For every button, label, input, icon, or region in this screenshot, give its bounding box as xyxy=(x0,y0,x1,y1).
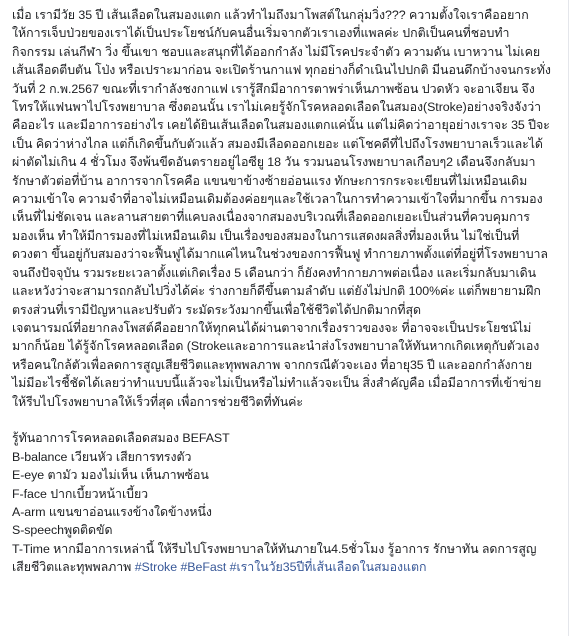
paragraph-spacer xyxy=(12,411,551,429)
post-paragraph-intention: เจตนารมณ์ที่อยากลงโพสต์คืออยากให้ทุกคนได้ผ่านตาจากเรื่องราวของจะ ที่อาจจะเป็นประโยชน์ไม่มากก็น้อย ได้รู้จักโรคหลอดเลือด (Strokeและอาการและนำส่งโรงพยาบาลให้ทันหากเกิดเหตุกับตัวเองหรือคนใกล้ตัวเพื่อลดการสูญเสียชีวิตและทุพพลภาพ จากกรณีตัวจะเอง ที่อายุ35 ปี และออกกำลังกาย ไม่มีอะไรชี้ชัดได้เลยว่าทำแบบนี้แล้วจะไม่เป็นหรือไม่ทำแล้วจะเป็น สิ่งสำคัญคือ เมื่อมีอาการที่เข้าข่าย ให้รีบไปโรงพยาบาลให้เร็วที่สุด เพื่อการช่วยชีวิตที่ทันค่ะ xyxy=(12,320,542,409)
post-body xyxy=(12,6,551,577)
befast-item-speech: S-speechพูดติดขัด xyxy=(12,523,113,538)
befast-item-time xyxy=(12,540,551,577)
post-paragraph-story: เมื่อ เรามีวัย 35 ปี เส้นเลือดในสมองแตก แล้วทำไมถึงมาโพสต์ในกลุ่มวิ่ง??? ความตั้งใจเราคืออยากให้การเจ็บป่วยของเราได้เป็นประโยชน์กับคนอื่นเริ่มจากตัวเราเองที่แพลค่ะ ปกติเป็นคนที่ชอบทำกิจกรรม เล่นกีฬา วิ่ง ขึ้นเขา ชอบและสนุกที่ได้ออกกำลัง ไม่มีโรคประจำตัว ความดัน เบาหวาน ไม่เคยเส้นเลือดตีบตัน โป่ง หรือเปราะมาก่อน จะเปิดร้านกาแฟ ทุกอย่างก็ดำเนินไปปกติ มีนอนดึกบ้างจนกระทั่งวันที่ 2 ก.พ.2567 ขณะที่เรากำลังชงกาแฟ เรารู้สึกมีอาการตาพร่าเห็นภาพซ้อน ปวดหัว จะอาเจียน จึงโทรให้แฟนพาไปโรงพยาบาล ซึ่งตอนนั้น เราไม่เคยรู้จักโรคหลอดเลือดในสมอง(Stroke)อย่างจริงจังว่าคืออะไร และมีอาการอย่างไร เคยได้ยินเส้นเลือดในสมองแตกแค่นั้น แต่ไม่คิดว่าอายุอย่างเราจะ 35 ปีจะเป็น คิดว่าห่างไกล แต่ก็เกิดขึ้นกับตัวแล้ว สมองมีเลือดออกเยอะ แต่โชคดีที่ไปถึงโรงพยาบาลเร็วและได้ผ่าตัดไม่เกิน 4 ชั่วโมง จึงพ้นขีดอันตรายอยู่ไอซียู 18 วัน รวมนอนโรงพยาบาลเกือบๆ2 เดือนจึงกลับมารักษาตัวต่อที่บ้าน อาการจากโรคคือ แขนขาข้างซ้ายอ่อนแรง ทักษะการกระจะเขียนที่ไม่เหมือนเดิม ความเข้าใจ ความจำที่อาจไม่เหมือนเดิมต้องค่อยๆและใช้เวลาในการทำความเข้าใจที่มากขึ้น การมองเห็นที่ไม่ชัดเจน และลานสายตาที่แคบลงเนื่องจากสมองบริเวณที่เลือดออกเยอะเป็นส่วนที่ควบคุมการมองเห็น ทำให้มีการมองที่ไม่เหมือนเดิม เป็นเรื่องของสมองในการแสดงผลสิ่งที่มองเห็น ไม่ใช่เป็นที่ดวงตา ขึ้นอยู่กับสมองว่าจะฟื้นฟูได้มากแค่ไหนในช่วงของการฟื้นฟู ทำกายภาพตั้งแต่ที่อยู่ที่โรงพยาบาลจนถึงปัจจุบัน รวมระยะเวลาตั้งแต่เกิดเรื่อง 5 เดือนกว่า ก็ยังคงทำกายภาพต่อเนื่อง และเริ่มกลับมาเดิน และหวังว่าจะสามารถกลับไปวิ่งได้ค่ะ ร่างกายก็ดีขึ้นตามลำดับ แต่ยังไม่ปกติ 100%ค่ะ แต่ก็พยายามฝึกตรงส่วนที่เรามีปัญหาและปรับตัว ระมัดระวังมากขึ้นเพื่อใช้ชีวิตได้ปกติมากที่สุด xyxy=(12,8,551,317)
befast-item-arm: A-arm แขนขาอ่อนแรงข้างใดข้างหนึ่ง xyxy=(12,504,212,519)
befast-item-time-text: T-Time หากมีอาการเหล่านี้ ให้รีบไปโรงพยาบาลให้ทันภายใน4.5ชั่วโมง รู้อาการ รักษาทัน ลดการสูญเสียชีวิตและทุพพลภาพ xyxy=(12,541,537,575)
hashtag-story-link[interactable]: #เราในวัย35ปีที่เส้นเลือดในสมองแตก xyxy=(229,560,427,575)
befast-title: รู้ทันอาการโรคหลอดเลือดสมอง BEFAST xyxy=(12,431,230,446)
hashtag-befast-link[interactable]: #BeFast xyxy=(180,560,227,575)
befast-item-balance: B-balance เวียนหัว เสียการทรงตัว xyxy=(12,449,192,464)
befast-item-face: F-face ปากเบี้ยวหน้าเบี้ยว xyxy=(12,486,149,501)
befast-item-eye: E-eye ตามัว มองไม่เห็น เห็นภาพซ้อน xyxy=(12,468,209,483)
hashtag-stroke-link[interactable]: #Stroke xyxy=(134,560,178,575)
